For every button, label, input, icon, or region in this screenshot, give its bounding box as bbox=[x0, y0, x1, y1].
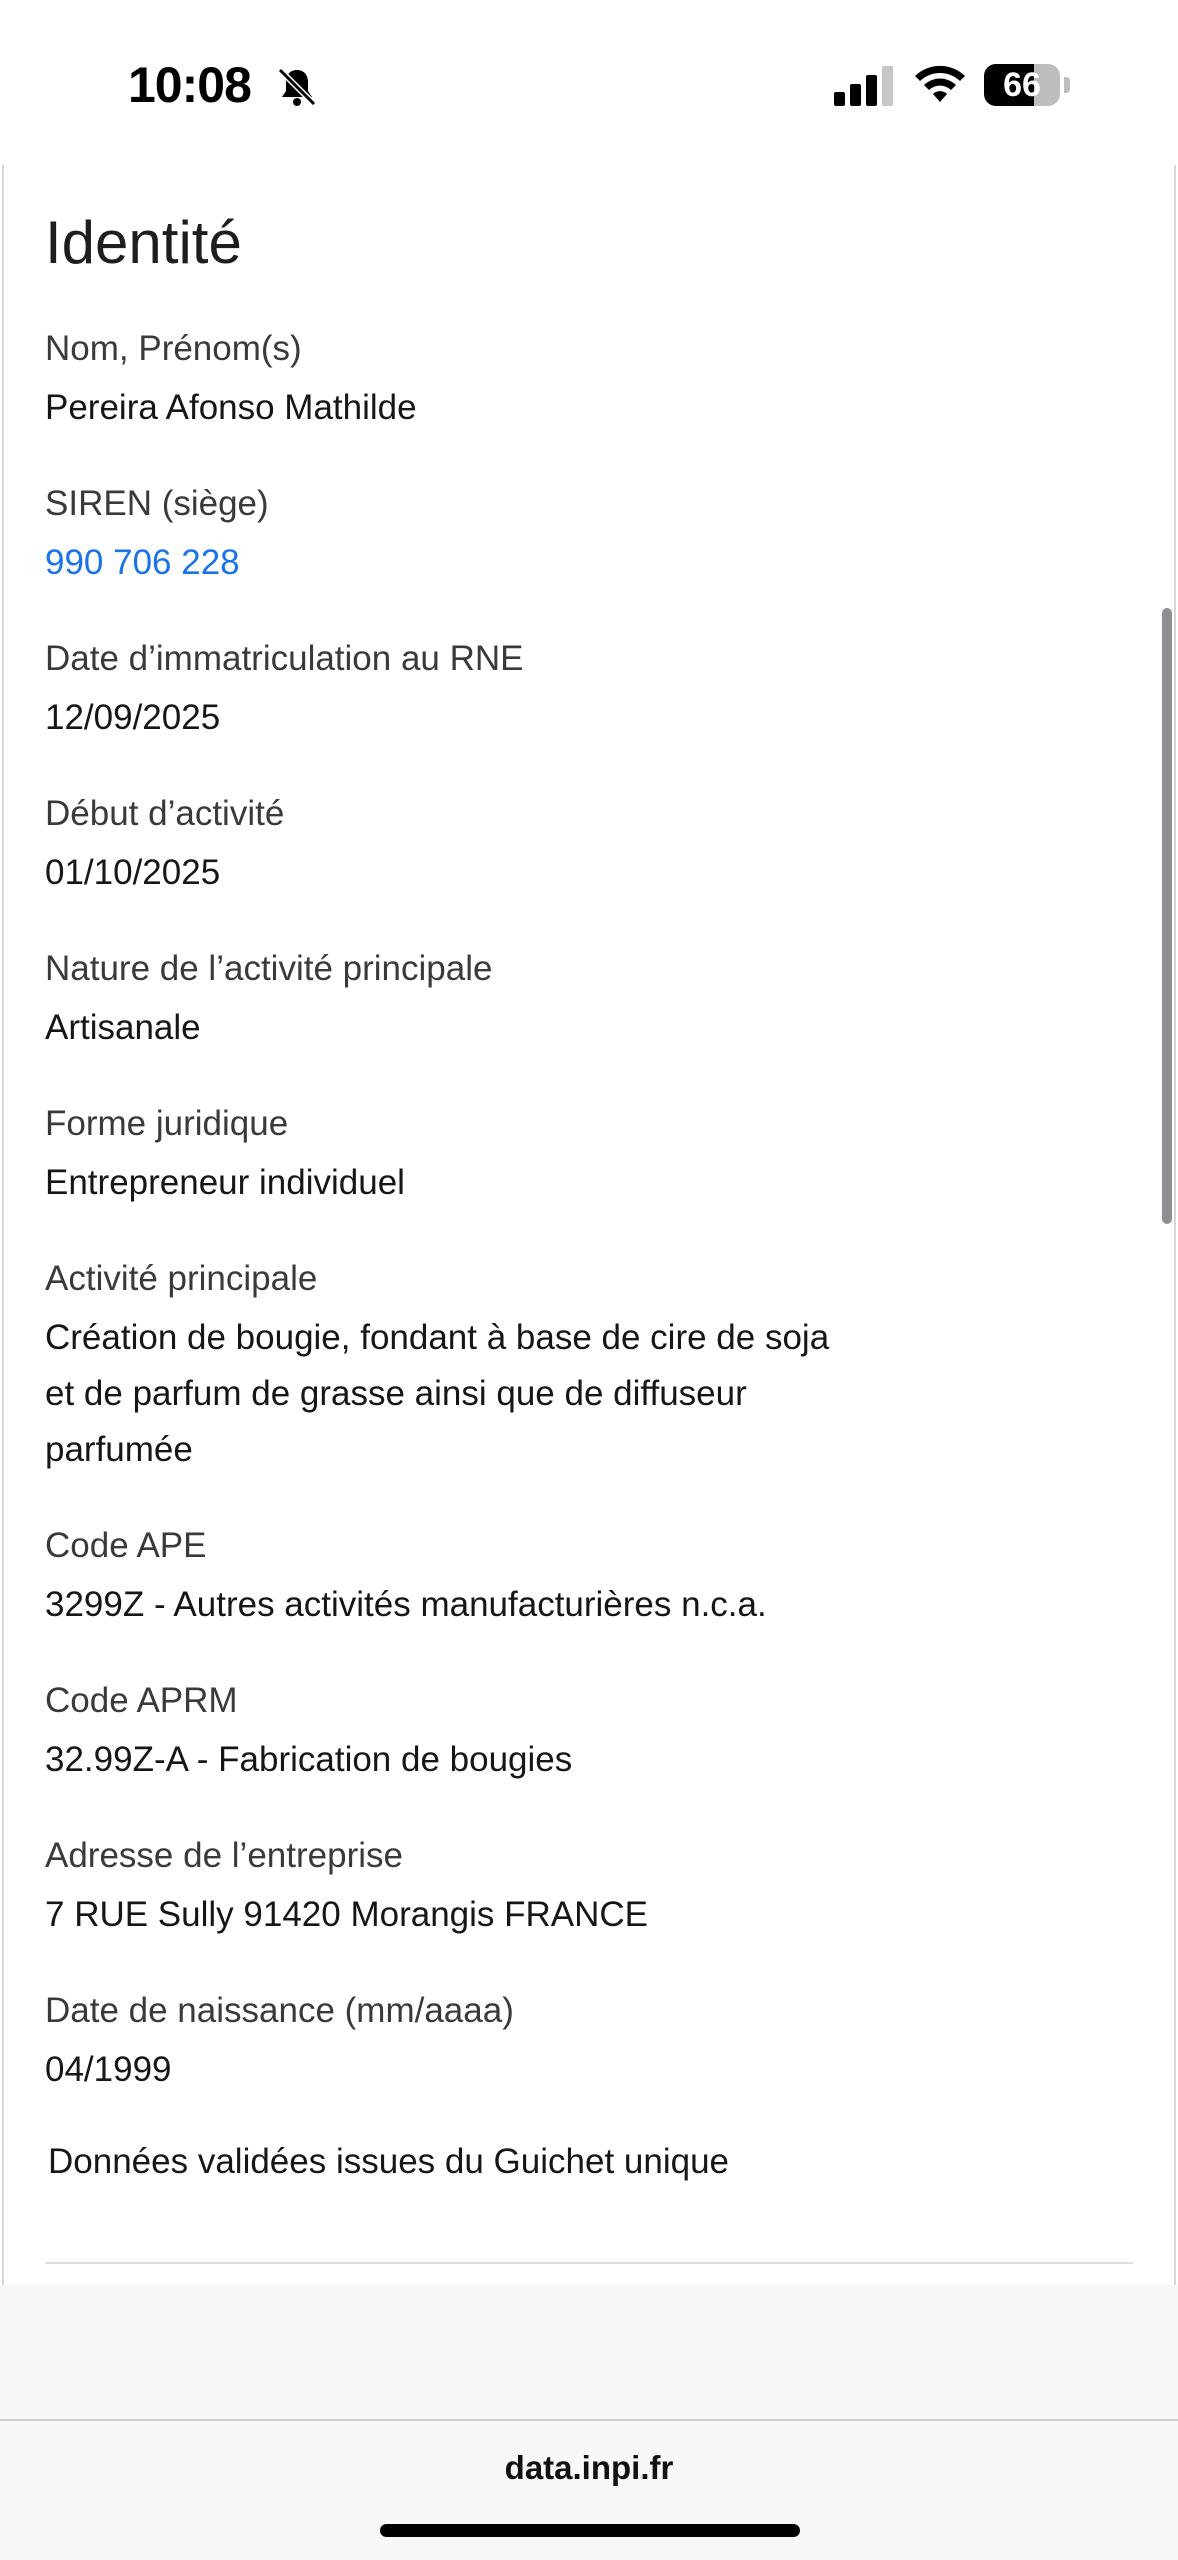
field-label: Code APE bbox=[45, 1526, 207, 1565]
field-value: Artisanale bbox=[45, 1008, 201, 1047]
field-label: Nature de l’activité principale bbox=[45, 949, 493, 988]
field-label: Date d’immatriculation au RNE bbox=[45, 639, 524, 678]
field-value: 7 RUE Sully 91420 Morangis FRANCE bbox=[45, 1895, 649, 1934]
field-label: Activité principale bbox=[45, 1259, 318, 1298]
wifi-icon bbox=[912, 60, 968, 106]
field-label: Date de naissance (mm/aaaa) bbox=[45, 1991, 514, 2030]
field-value: 12/09/2025 bbox=[45, 698, 221, 737]
cellular-signal-icon bbox=[834, 64, 896, 106]
address-bar-url[interactable]: data.inpi.fr bbox=[504, 2449, 674, 2486]
section-title: Identité bbox=[45, 209, 242, 276]
field-activite-principale bbox=[45, 1254, 1125, 1478]
field-date-immatriculation bbox=[45, 634, 1125, 746]
divider bbox=[45, 2262, 1133, 2264]
field-label: SIREN (siège) bbox=[45, 484, 269, 523]
field-debut-activite bbox=[45, 789, 1125, 901]
battery-icon bbox=[984, 64, 1072, 106]
field-value: Création de bougie, fondant à base de cire de soja et de parfum de grasse ainsi que de diffuseur parfumée bbox=[45, 1318, 830, 1469]
scrollbar[interactable] bbox=[1162, 608, 1172, 1224]
field-label: Code APRM bbox=[45, 1681, 238, 1720]
field-siren bbox=[45, 479, 1125, 591]
field-date-naissance bbox=[45, 1986, 1125, 2098]
home-indicator[interactable] bbox=[380, 2524, 800, 2537]
field-label: Forme juridique bbox=[45, 1104, 289, 1143]
field-nature-activite bbox=[45, 944, 1125, 1056]
browser-bottom-bar bbox=[0, 2285, 1178, 2560]
bell-slash-icon bbox=[274, 64, 320, 110]
field-value: 32.99Z-A - Fabrication de bougies bbox=[45, 1740, 573, 1779]
field-nom-prenoms bbox=[45, 324, 1125, 436]
frame-border-left bbox=[2, 165, 4, 2285]
battery-level: 66 bbox=[1003, 66, 1041, 104]
field-value: 3299Z - Autres activités manufacturières n.c.a. bbox=[45, 1585, 767, 1624]
field-forme-juridique bbox=[45, 1099, 1125, 1211]
divider bbox=[0, 2419, 1178, 2421]
field-code-ape bbox=[45, 1521, 1125, 1633]
source-note: Données validées issues du Guichet unique bbox=[48, 2142, 729, 2181]
status-bar bbox=[0, 0, 1178, 165]
field-value: Entrepreneur individuel bbox=[45, 1163, 405, 1202]
status-time: 10:08 bbox=[128, 57, 251, 113]
field-value: 04/1999 bbox=[45, 2050, 172, 2089]
field-value: Pereira Afonso Mathilde bbox=[45, 388, 417, 427]
field-label: Nom, Prénom(s) bbox=[45, 329, 302, 368]
field-adresse bbox=[45, 1831, 1125, 1943]
frame-border-right bbox=[1174, 165, 1176, 2285]
field-value: 01/10/2025 bbox=[45, 853, 221, 892]
field-label: Adresse de l’entreprise bbox=[45, 1836, 403, 1875]
field-label: Début d’activité bbox=[45, 794, 285, 833]
siren-link[interactable]: 990 706 228 bbox=[45, 543, 240, 582]
field-code-aprm bbox=[45, 1676, 1125, 1788]
